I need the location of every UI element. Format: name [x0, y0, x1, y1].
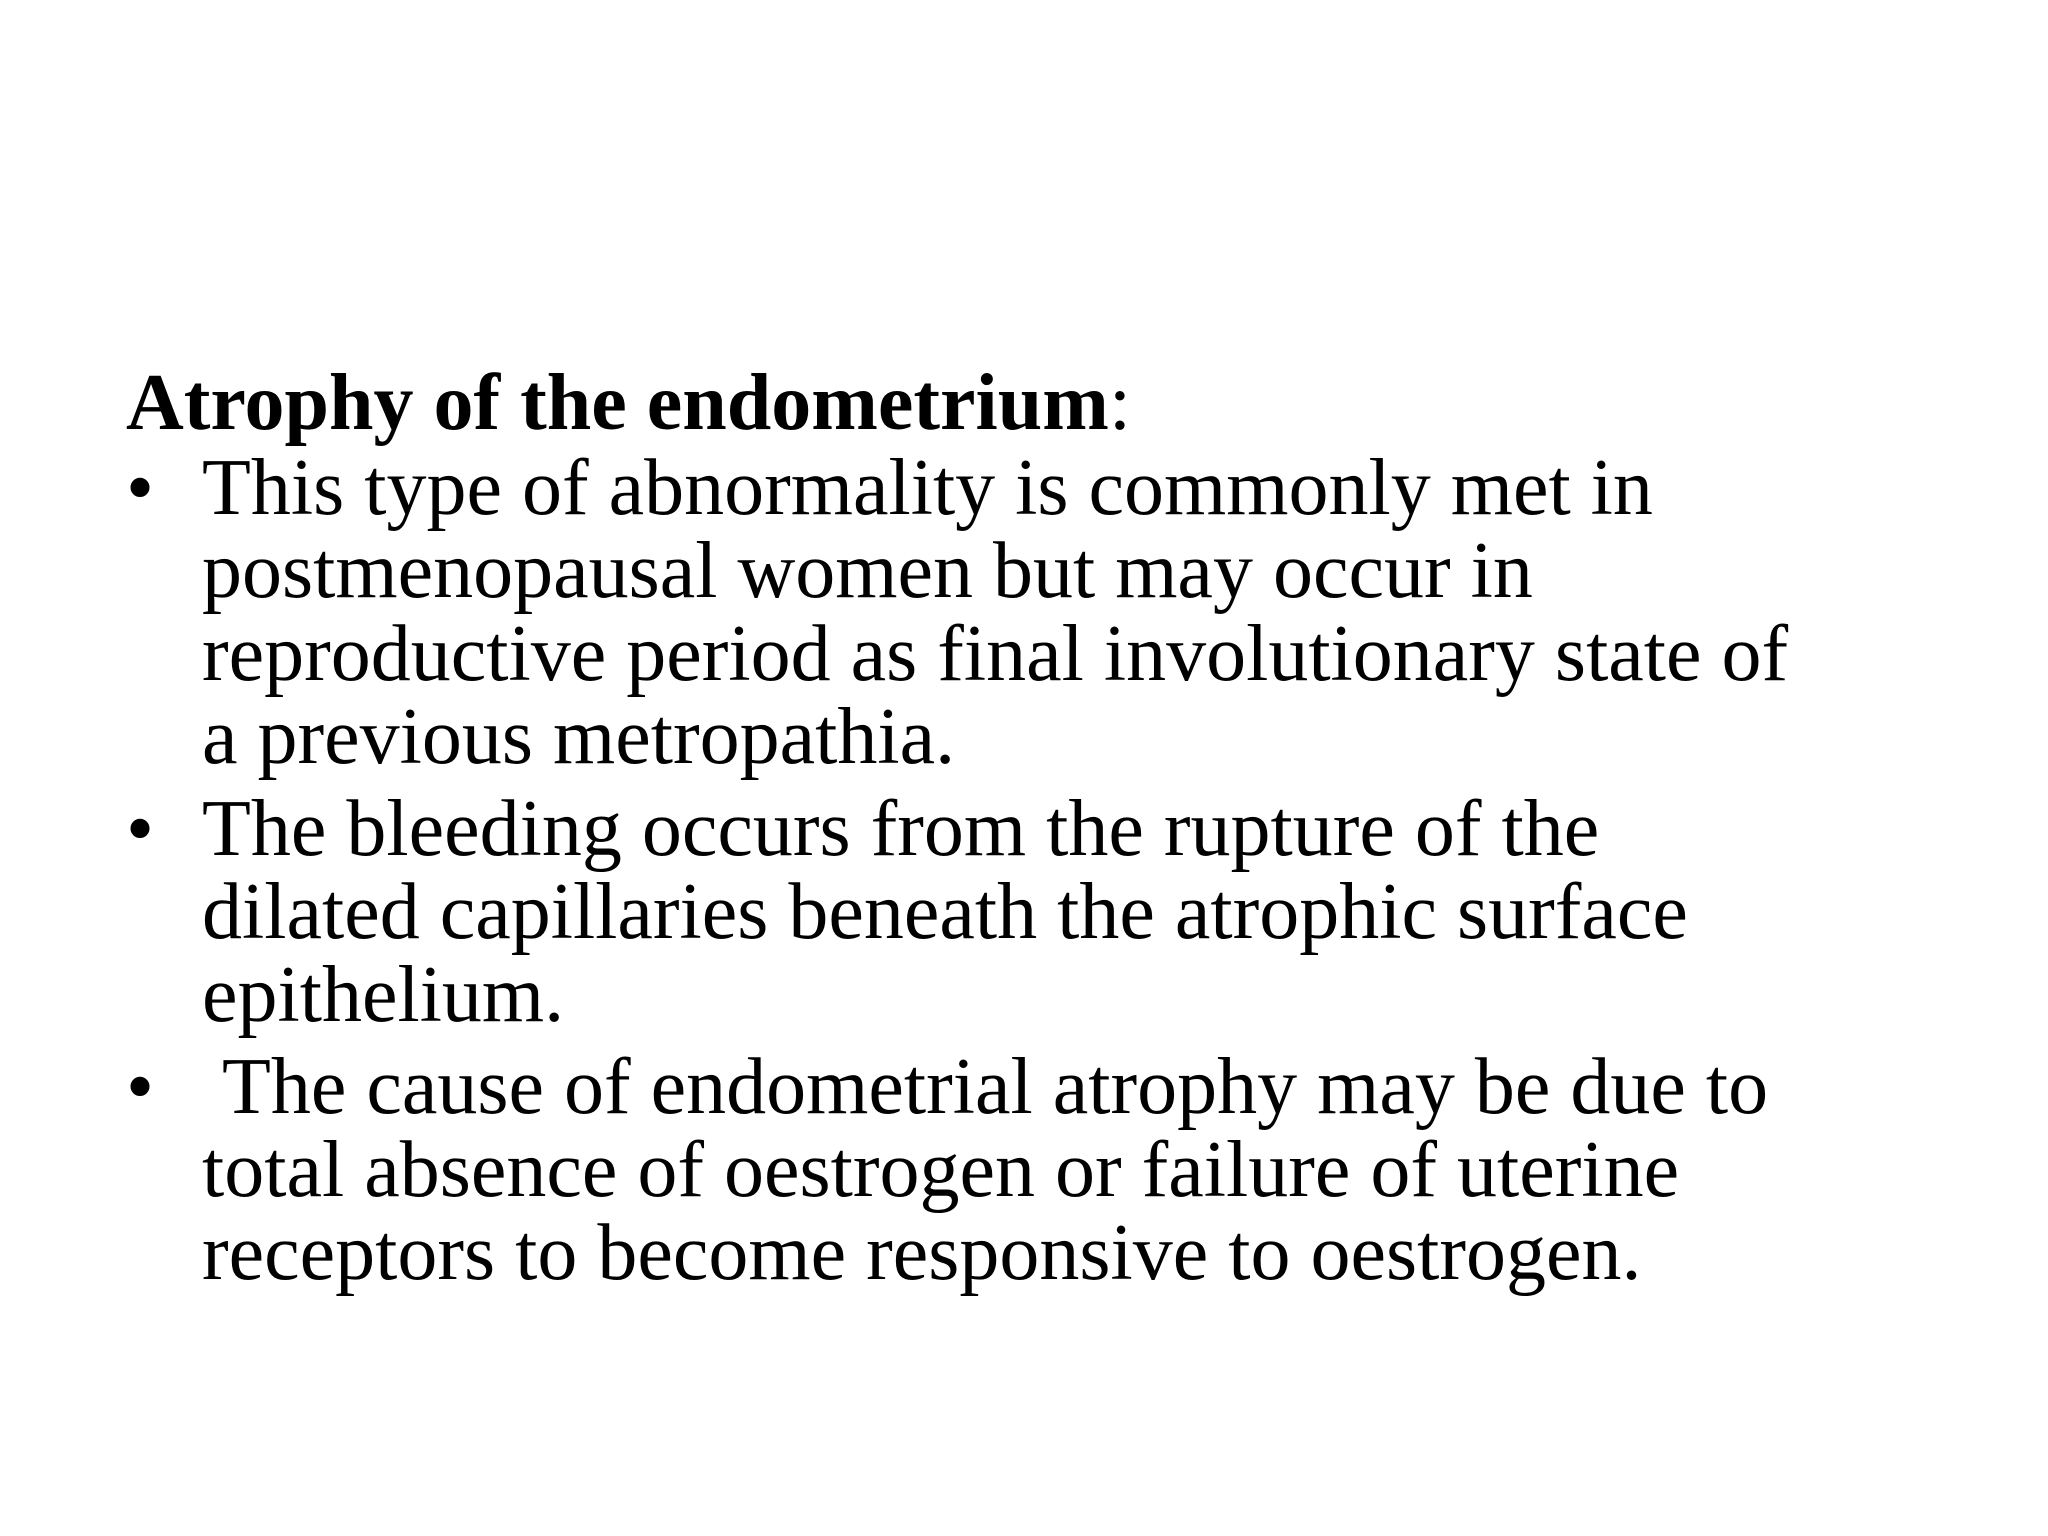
- slide-heading: [126, 359, 1976, 447]
- bullet-list: [126, 444, 1976, 1297]
- bullet-icon: •: [126, 1043, 155, 1131]
- heading-colon: :: [1108, 359, 1132, 447]
- bullet-icon: •: [126, 785, 155, 873]
- bullet-icon: •: [126, 444, 155, 532]
- bullet-text: The bleeding occurs from the rupture of the dilated capillaries beneath the atrophic surface epithelium.: [202, 785, 1688, 1039]
- heading-title: Atrophy of the endometrium: [126, 359, 1109, 447]
- bullet-item: [126, 785, 1976, 1039]
- bullet-item: [126, 1043, 1976, 1297]
- bullet-text: The cause of endometrial atrophy may be due to total absence of oestrogen or failure of uterine receptors to become responsive to oestrogen.: [202, 1043, 1769, 1297]
- bullet-item: [126, 444, 1976, 781]
- bullet-text: This type of abnormality is commonly met in postmenopausal women but may occur in reproductive period as final involutionary state of a previous metropathia.: [202, 444, 1789, 781]
- slide-body: [126, 359, 1976, 1304]
